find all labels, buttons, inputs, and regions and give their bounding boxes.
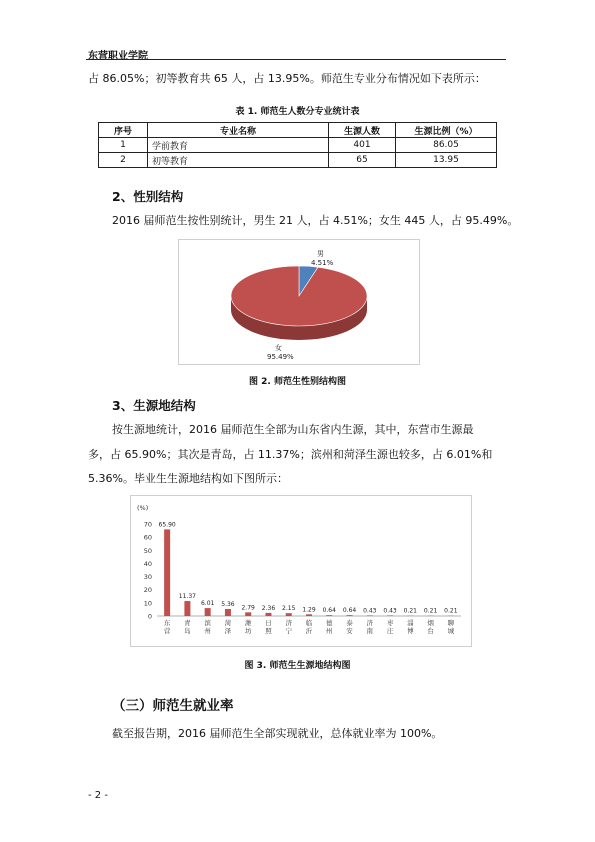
bar-1 [184, 601, 190, 616]
bar-category-label: 照 [265, 627, 272, 635]
heading-origin: 3、生源地结构 [112, 398, 196, 413]
table-caption: 表 1. 师范生人数分专业统计表 [235, 107, 360, 117]
table-header-row [99, 123, 497, 138]
bar-7 [306, 614, 312, 616]
para-major-distribution: 占 86.05%；初等教育共 65 人，占 13.95%。师范生专业分布情况如下表所示： [88, 72, 486, 85]
para-employment: 截至报告期，2016 届师范生全部实现就业，总体就业率为 100%。 [112, 727, 443, 740]
bar-category-label: 枣 [386, 619, 394, 627]
bar-value-label: 2.79 [241, 604, 255, 612]
bar-ytick: 70 [143, 520, 152, 529]
pie-slice-1 [231, 266, 367, 326]
figure2-caption: 图 2. 师范生性别结构图 [249, 377, 346, 387]
gender-pie-chart [178, 239, 420, 365]
origin-bar-chart [130, 495, 472, 647]
heading-employment: （三）师范生就业率 [112, 698, 234, 714]
cell-count: 65 [329, 153, 396, 168]
bar-category-label: 庄 [386, 627, 394, 635]
bar-category-label: 泰 [346, 619, 353, 627]
bar-value-label: 0.43 [363, 607, 377, 615]
bar-category-label: 烟 [427, 619, 434, 627]
bar-category-label: 泽 [224, 627, 232, 635]
bar-category-label: 博 [407, 627, 414, 635]
bar-category-label: 临 [305, 619, 313, 627]
bar-value-label: 0.21 [403, 607, 418, 615]
bar-value-label: 0.64 [322, 607, 336, 615]
bar-category-label: 州 [326, 627, 333, 635]
cell-count: 401 [329, 138, 396, 153]
para-origin-line1: 按生源地统计，2016 届师范生全部为山东省内生源，其中，东营市生源最 [112, 423, 474, 436]
bar-value-label: 2.36 [261, 604, 276, 612]
bar-category-label: 日 [265, 619, 272, 627]
bar-10 [367, 615, 373, 616]
bar-value-label: 1.29 [302, 606, 316, 614]
bar-ytick: 10 [143, 599, 152, 608]
bar-value-label: 11.37 [178, 593, 196, 601]
bar-category-label: 宁 [285, 627, 292, 635]
bar-category-label: 滨 [204, 619, 211, 627]
bar-value-label: 0.21 [444, 607, 458, 615]
bar-6 [286, 613, 292, 616]
bar-value-label: 6.01 [200, 600, 215, 608]
bar-2 [205, 608, 211, 616]
bar-value-label: 0.21 [423, 607, 438, 615]
header-org: 东营职业学院 [88, 51, 148, 62]
bar-category-label: 州 [204, 627, 211, 635]
th-count: 生源人数 [329, 123, 396, 138]
bar-category-label: 沂 [305, 627, 313, 635]
cell-index: 2 [99, 153, 148, 168]
bar-category-label: 东 [163, 619, 171, 627]
bar-0 [164, 529, 170, 616]
bar-ylabel: (%) [137, 504, 149, 512]
pie-label-female-name: 女 [275, 344, 282, 352]
bar-ytick: 30 [143, 573, 152, 582]
bar-5 [265, 613, 271, 616]
cell-major: 初等教育 [148, 153, 329, 168]
pie-label-male-value: 4.51% [311, 259, 334, 267]
bar-value-label: 5.36 [221, 600, 235, 608]
bar-category-label: 潍 [244, 619, 252, 627]
cell-ratio: 13.95 [396, 153, 497, 168]
bar-4 [245, 612, 251, 616]
bar-ytick: 0 [147, 612, 152, 621]
heading-gender: 2、性别结构 [112, 189, 184, 204]
page-number: - 2 - [88, 790, 108, 801]
bar-category-label: 菏 [224, 619, 232, 627]
bar-category-label: 淄 [407, 619, 414, 627]
figure3-caption: 图 3. 师范生生源地结构图 [244, 661, 351, 671]
bar-category-label: 安 [346, 627, 353, 635]
th-ratio: 生源比例（%） [396, 123, 497, 138]
table-row [99, 153, 497, 168]
bar-8 [326, 615, 332, 616]
bar-category-label: 聊 [447, 619, 455, 627]
bar-category-label: 南 [366, 627, 374, 635]
bar-category-label: 城 [447, 627, 455, 635]
pie-label-male-name: 男 [317, 250, 324, 258]
bar-category-label: 济 [285, 619, 292, 627]
pie-svg [179, 240, 419, 364]
bar-svg [131, 496, 471, 646]
bar-value-label: 0.43 [383, 607, 397, 615]
bar-category-label: 台 [427, 627, 434, 635]
major-stats-table [98, 122, 497, 168]
bar-11 [387, 615, 393, 616]
table-row [99, 138, 497, 153]
bar-value-label: 2.15 [282, 605, 296, 613]
para-origin-line2: 多，占 65.90%；其次是青岛，占 11.37%；滨州和菏泽生源也较多，占 6.01%和 [88, 448, 493, 461]
bar-value-label: 65.90 [158, 521, 176, 529]
th-index: 序号 [99, 123, 148, 138]
bar-category-label: 济 [366, 619, 374, 627]
bar-category-label: 岛 [184, 627, 191, 635]
bar-category-label: 青 [184, 619, 191, 627]
bar-category-label: 营 [163, 627, 171, 635]
bar-3 [225, 609, 231, 616]
bar-category-label: 德 [326, 619, 333, 627]
cell-index: 1 [99, 138, 148, 153]
th-major: 专业名称 [148, 123, 329, 138]
para-origin-line3: 5.36%。毕业生生源地结构如下图所示： [88, 472, 288, 485]
cell-major: 学前教育 [148, 138, 329, 153]
cell-ratio: 86.05 [396, 138, 497, 153]
bar-ytick: 60 [143, 533, 152, 542]
bar-value-label: 0.64 [342, 607, 357, 615]
bar-ytick: 40 [143, 559, 152, 568]
bar-ytick: 50 [143, 546, 152, 555]
bar-ytick: 20 [143, 586, 152, 595]
bar-9 [347, 615, 353, 616]
bar-category-label: 坊 [244, 627, 252, 635]
para-gender: 2016 届师范生按性别统计，男生 21 人，占 4.51%；女生 445 人，占 95.49%。 [112, 214, 519, 227]
header-rule [86, 59, 506, 60]
pie-label-female-value: 95.49% [267, 353, 294, 361]
